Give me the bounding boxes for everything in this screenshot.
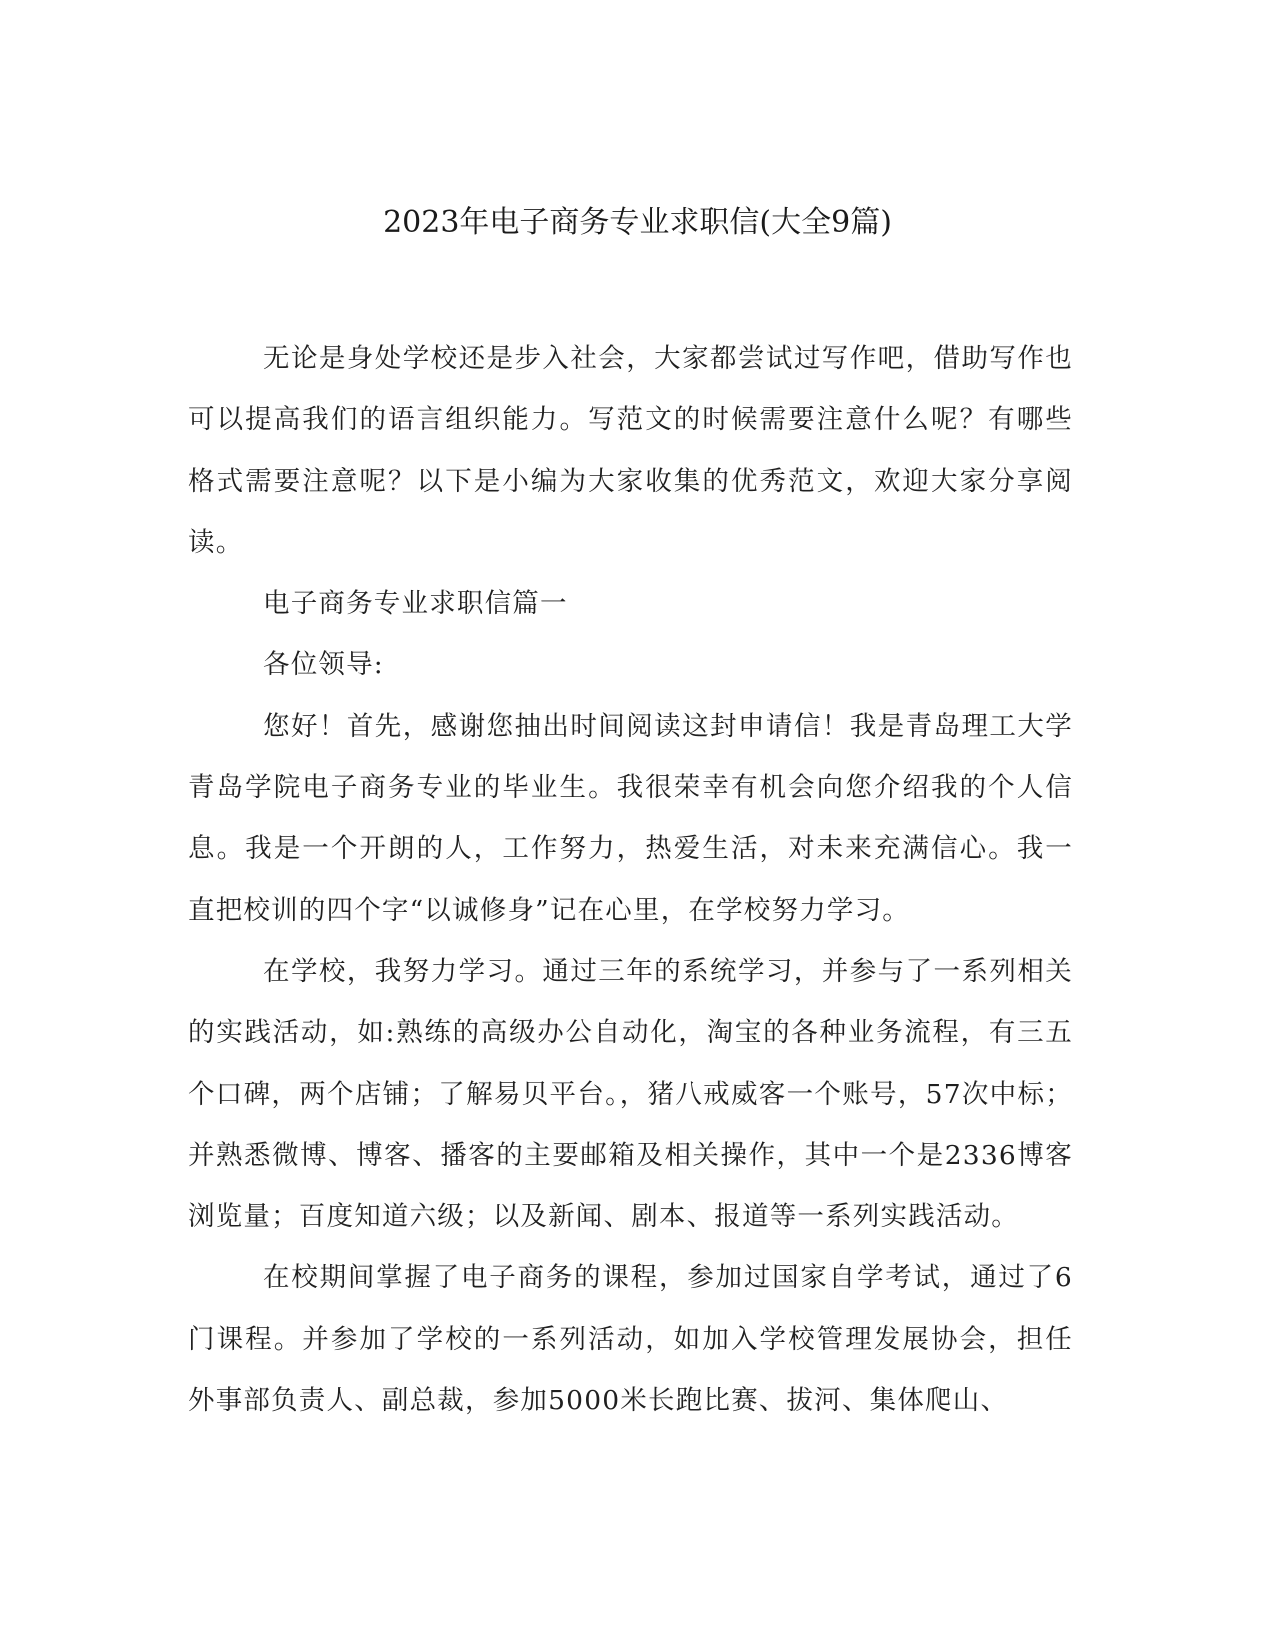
salutation: 各位领导: [263, 649, 384, 681]
body-paragraph: 在校期间掌握了电子商务的课程，参加过国家自学考试，通过了6门课程。并参加了学校的一系列活动，如加入学校管理发展协会，担任外事部负责人、副总裁，参加5000米长跑比赛、拔河、集体爬山、 [188, 1262, 1073, 1417]
section-heading: 电子商务专业求职信篇一 [263, 588, 568, 620]
document-title: 2023年电子商务专业求职信(大全9篇) [383, 205, 892, 240]
body-paragraph: 您好！首先，感谢您抽出时间阅读这封申请信！我是青岛理工大学青岛学院电子商务专业的毕业生。我很荣幸有机会向您介绍我的个人信息。我是一个开朗的人，工作努力，热爱生活，对未来充满信心。我一直把校训的四个字“以诚修身”记在心里，在学校努力学习。 [188, 710, 1073, 926]
body-paragraph: 在学校，我努力学习。通过三年的系统学习，并参与了一系列相关的实践活动，如:熟练的高级办公自动化，淘宝的各种业务流程，有三五个口碑，两个店铺；了解易贝平台。，猪八戒威客一个账号，57次中标；并熟悉微博、博客、播客的主要邮箱及相关操作，其中一个是2336博客浏览量；百度知道六级；以及新闻、剧本、报道等一系列实践活动。 [188, 955, 1073, 1233]
document-body [188, 328, 1073, 1431]
intro-paragraph: 无论是身处学校还是步入社会，大家都尝试过写作吧，借助写作也可以提高我们的语言组织能力。写范文的时候需要注意什么呢？有哪些格式需要注意呢？以下是小编为大家收集的优秀范文，欢迎大家分享阅读。 [188, 343, 1073, 558]
